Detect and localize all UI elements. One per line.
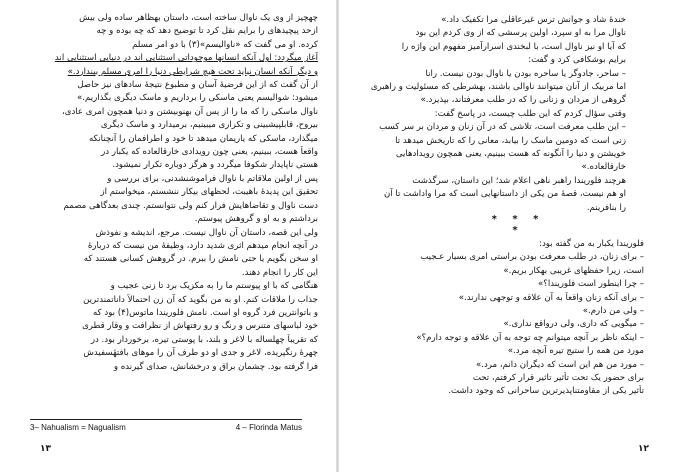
text-line: او هم نیست، قصهٔ من یکی از داستانهایی است که مرا واداشت تا آن <box>383 189 626 200</box>
text-line: فرا گرفته بود. چشمان براق و درخشانش، صدای گیرنده و <box>113 361 318 372</box>
text-line: میگذارد، ماسکی که یاریمان میدهد تا خود و اطرافمان را آنچنانکه <box>88 133 318 144</box>
text-line: اما مربیک از آنان میتوانند ناوالی باشند، بهشرطی که مسئولیت و راهبری <box>370 82 626 93</box>
footnotes <box>30 423 302 432</box>
text-line: را بنافرینم. <box>586 202 626 213</box>
page-number-left: ۱۳ <box>40 444 51 454</box>
text-line: پس از اولین ملاقاتم با ناوال فراموشنشدنی، برای بررسی و <box>107 173 318 184</box>
text-line: خویشتن و دنیا را آنگونه که هست ببینیم، یعنی همچون رویدادهایی <box>395 149 626 160</box>
footnote-3: 3– Nahualism = Nagualism <box>30 423 126 432</box>
text-line: ولی این قصه، داستان آن ناوال نیست. مرجع، اندیشه و نفوذش <box>95 227 318 238</box>
text-line: – مورد من هم این است که دیگران دانم، مرد.» <box>475 359 644 370</box>
right-page-lower-text <box>358 238 644 399</box>
text-line: – ولی من دارم.» <box>582 306 644 317</box>
text-line: و دیگر آنکه انسان نباید تحت هیچ شرایطی دنیا را امری مسلم بپندارد.» <box>67 66 318 77</box>
text-line: وقتی سؤال کردم که این طلب چیست، در پاسخ گفت: <box>434 108 626 119</box>
text-line: و باتوانترین فرد گروه او است. نامش فلوریندا ماتوس(۴) بود که <box>92 307 318 318</box>
left-page-text <box>50 12 318 374</box>
right-page <box>338 0 676 472</box>
page-number-right: ۱۲ <box>638 444 649 454</box>
text-line: – برای زنان، در طلب معرفت بودن براستی امری بسیار عـجیب <box>420 252 644 263</box>
text-line: بیروح، قابلپیشبینی و تکراری میبینیم، برمیدارد و ماسک دیگری <box>100 120 318 131</box>
text-line: – اینکه ناظر بر آنچه میتوانم چه توجه به آن علاقه و توجه دارم؟» <box>416 332 644 343</box>
footnote-4: 4 – Florinda Matus <box>235 423 302 432</box>
text-line: گروهی از مردان و زنانی را که در طلب معرفتاند، بپذیرد.» <box>420 95 626 106</box>
text-line: فلوریندا یکبار به من گفته بود: <box>539 239 644 249</box>
text-line: جذاب را ملاقات کنم. او به من بگوید که آن زن احتمالاً داناتمندترین <box>83 294 318 305</box>
text-line: که تقریباً چهلساله با لاغر و بلند، با پوستی تیره، برخوردار بود. در <box>90 334 318 345</box>
text-line: – ساحر، جادوگر یا ساحره بودن یا ناوال بودن نیست. رانا <box>425 68 626 79</box>
text-line: دست ناوال و تقاضاهایش فرار کنم ولی نتوانستم. چندی بعدگاهی مصمم <box>63 200 318 211</box>
text-line: چهرهٔ رنگپریده، لاغر و جدی او دو طرف آن را موهای بافتهٔسفیدش <box>83 348 318 359</box>
text-line: چهچیز از وی یک ناوال ساخته است، داستان بهظاهر ساده ولی بیش <box>79 13 318 23</box>
text-line: – برای آنکه زنان واقعاً به آن علاقه و توجهی ندارند.» <box>458 292 644 303</box>
text-line: هستی ناپایدار شکوفا میگردد و هرگز دوباره تکرار نمیشود. <box>112 160 318 171</box>
text-line: او سخن بگویم یا حتی نامش را ببرم. در گروهش کسانی هستند که <box>83 254 318 265</box>
text-line: – این طلب معرفت است، تلاشی که در آن زنان و مردان بر سر کسب <box>379 122 626 133</box>
text-line: زنی است که دومین ماسک را بیابد، معانی را که تاریخش میدهد تا <box>395 135 626 146</box>
text-line: برای حضور یک تحت تأثیر تاثیر قرار کرفتم، تحت <box>472 373 644 384</box>
text-line: در آنچه انجام میدهم اثری شدید دارد، وظیفهٔ من نیست که دربارهٔ <box>87 240 318 251</box>
text-line: خارقالعاده.» <box>581 162 626 173</box>
text-line: برداشتم و به او و گروهش پیوستم. <box>194 214 318 225</box>
text-line: مورد من همه را ستیج تیره آنچه مرد.» <box>507 346 644 357</box>
footnote-divider <box>30 419 302 420</box>
text-line: کرده. او می گفت که «ناوالیسم»(۳) با دو امر مسلم <box>132 39 318 50</box>
text-line: از آن گفت که از این فرضیهٔ آسان و مطبوع نتیجهٔ سادهای نیز حاصل <box>77 80 318 91</box>
text-line: این کار را انجام دهند. <box>241 267 318 278</box>
text-line: میشود: شوالیسم یعنی ماسکی را برداریم و ماسک دیگری بگذاریم.» <box>77 93 318 104</box>
text-line: واقعاً هست، ببینیم، یعنی چون رویدادی خارقالعاده که یکبار در <box>101 147 318 158</box>
text-line: تحقیق این پدیدهٔ باهیبت، لحظهای بیکار ننشستم، میخواستم از <box>100 187 318 198</box>
text-line: برایم بوشکافی کرد و گفت: <box>528 55 626 66</box>
text-line: – میگویی که داری، ولی درواقع نداری.» <box>503 319 644 330</box>
text-line: خندهٔ شاد و جوانش ترس غیرعاقلی مرا تکفیک داد.» <box>441 15 626 25</box>
text-line: – چرا اینطور است فلوریندا؟» <box>538 279 644 290</box>
text-line: ناوال ماسکی را که ما را از پس آن بهنوبیشتن و دنیا همچون امری عادی، <box>61 106 318 117</box>
text-line: است، زیرا حفظهای غریبی بهکار بریم.» <box>503 265 644 276</box>
text-line: تأثیر یکی از مقاومتناپذیرترین ساحرانی که وجود داشت. <box>448 386 644 397</box>
right-page-upper-text <box>358 14 626 213</box>
text-line: ازحد پیچیدهای را برایم نقل کرد تا توضیح دهد که چه بوده و چه <box>96 26 318 37</box>
text-line: هرچند فلوریندا راهبر ناهی اعلام شد؛ این داستان، سرگذشت <box>412 175 626 186</box>
section-break-stars: * * * * <box>491 214 545 236</box>
text-line: هنگامی که با او پیوستم ما را به مکزیک برد تا زنی عجیب و <box>110 281 318 292</box>
text-line: که آیا او نیز ناوال است، با لبخندی اسرارآمیز مفهوم این واژه را <box>401 41 626 52</box>
text-line: ناوال مرا به او سپرد، اولین پرسشی که از وی کردم این بود <box>415 28 626 39</box>
text-line: آغاز میگردد: اول آنکه انسانها موجوداتی استثنایی اند در دنیایی استثنایی اند <box>54 53 318 64</box>
text-line: خود لباسهای متنرس و رنگ و رو رفتهاش از نظرافت و وقار قطری <box>82 321 318 332</box>
